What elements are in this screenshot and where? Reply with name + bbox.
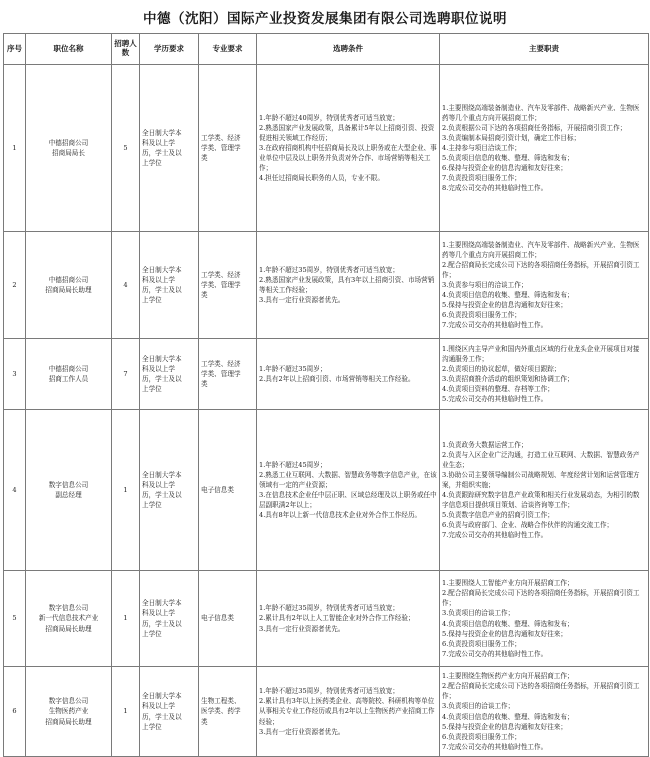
selection-conditions-line: 2.熟悉国家产业发展政策，具备累计5年以上招商引资、投资促进相关领域工作经历； [259,123,435,142]
education-requirement-line: 全日制大学本 [142,470,182,479]
position-name-line: 副总经理 [55,491,82,499]
main-duties-line: 7.完成公司交办的其他临时性工作。 [442,321,548,330]
main-duties-line: 1.主要围绕高端装备制造业、汽车及零部件、战略新兴产业、生物医药等几个重点方向开展招商工作； [442,240,640,259]
row-no: 6 [4,667,26,757]
main-duties-line: 1.主要围绕高端装备制造业、汽车及零部件、战略新兴产业、生物医药等几个重点方向开展招商工作； [442,103,640,122]
main-duties [440,232,649,339]
major-requirement-line: 工学类、经济 [201,359,241,368]
selection-conditions-line: 2.具有2年以上招商引资、市场营销等相关工作经验。 [259,375,415,383]
main-duties [440,339,649,410]
major-requirement [199,65,257,232]
main-duties-line: 4.负责项目信息的收集、整理、筛选和发布； [442,619,574,628]
education-requirement-line: 上学位 [142,159,162,168]
major-requirement [199,410,257,571]
education-requirement [140,667,199,757]
hire-count: 7 [112,339,140,410]
main-duties-line: 2.配合招商局长完成公司下达的各项招商任务指标，开展招商引资工作； [442,682,640,701]
major-requirement-line: 类 [201,380,208,388]
main-duties [440,571,649,667]
main-duties-line: 8.完成公司交办的其他临时性工作。 [442,184,548,193]
header-major: 专业要求 [199,34,257,65]
major-requirement-line: 学类、管理学 [201,143,241,152]
main-duties-line: 6.负责投资项目服务工作； [442,311,521,320]
header-count: 招聘人数 [112,34,140,65]
main-duties-line: 4.负责跟踪研究数字信息产业政策和相关行业发展动态，为相引的数字信息项目提供项目策划、洽谈咨询等工作； [442,491,640,510]
selection-conditions-line: 3.在信息技术企业任中层正职、区域总经理及以上职务或任中层副职满2年以上； [259,491,437,510]
position-name-line: 招商工作人员 [48,375,89,383]
hire-count: 1 [112,571,140,667]
main-duties-line: 4.负责项目信息的收集、整理、筛选和发布； [442,291,574,299]
header-position: 职位名称 [26,34,112,65]
major-requirement-line: 生物工程类、 [201,697,241,706]
position-name-line: 招商局局长助理 [45,624,92,633]
main-duties-line: 2.配合招商局长完成公司下达的各项招商任务指标，开展招商引资工作； [442,589,640,608]
position-name [26,339,112,410]
selection-conditions [257,65,440,232]
selection-conditions-line: 1.年龄不超过35周岁； [259,364,327,373]
education-requirement-line: 科及以上学 [142,138,175,147]
main-duties-line: 3.协助公司主要领导编制公司战略规划、年度经营计划和运营管理方案，并组织实施； [442,470,640,489]
page-title: 中德（沈阳）国际产业投资发展集团有限公司选聘职位说明 [143,11,507,27]
main-duties-line: 3.负责招商推介活动的组织策划和协调工作； [442,375,574,383]
main-duties [440,65,649,232]
position-name-line: 数字信息公司 [48,697,89,706]
main-duties-line: 1.负责政务大数据运营工作； [442,440,528,449]
main-duties-line: 6.负责投资项目服务工作； [442,732,521,741]
education-requirement-line: 历，学士及以 [142,149,182,157]
major-requirement-line: 工学类、经济 [201,133,241,142]
selection-conditions-line: 2.累计具有3年以上医药类企业、高等院校、科研机构等单位从事相关专业工作经历或具有2年以上生物医药产业招商工作经验； [259,697,435,726]
selection-conditions [257,410,440,571]
row-no: 5 [4,571,26,667]
education-requirement-line: 上学位 [142,629,162,638]
main-duties-line: 4.负责项目信息的收集、整理、筛选和发布； [442,712,574,721]
position-name-line: 中德招商公司 [48,138,89,147]
major-requirement-line: 类 [201,291,208,299]
selection-conditions-line: 2.累计具有2年以上人工智能企业对外合作工作经验； [259,614,415,623]
education-requirement-line: 历，学士及以 [142,619,182,628]
major-requirement-line: 医学类、药学 [201,707,241,716]
education-requirement-line: 科及以上学 [142,702,175,711]
education-requirement-line: 上学位 [142,385,162,394]
education-requirement-line: 上学位 [142,296,162,305]
main-duties-line: 5.保持与投资企业的信息沟通和友好往来； [442,629,567,638]
education-requirement-line: 上学位 [142,722,162,731]
table-row [4,667,649,757]
position-name-line: 中德招商公司 [48,275,89,284]
table-row [4,339,649,410]
education-requirement-line: 历，学士及以 [142,712,182,721]
selection-conditions-line: 3.具有一定行业资源者优先。 [259,296,345,305]
education-requirement-line: 全日制大学本 [142,354,182,363]
main-duties-line: 7.负责投资项目服务工作； [442,174,521,183]
hire-count: 4 [112,232,140,339]
major-requirement-line: 学类、管理学 [201,280,241,289]
position-name [26,232,112,339]
main-duties-line: 6.负责与政府部门、企业、战略合作伙伴的沟通交流工作； [442,521,614,530]
main-duties [440,667,649,757]
main-duties-line: 5.完成公司交办的其他临时性工作。 [442,395,548,404]
position-name [26,571,112,667]
row-no: 3 [4,339,26,410]
major-requirement [199,232,257,339]
major-requirement [199,667,257,757]
main-duties [440,410,649,571]
main-duties-line: 1.围绕区内主导产业和国内外重点区域的行业龙头企业开展项目对接沟通服务工作； [442,344,640,363]
header-conditions: 选聘条件 [257,34,440,65]
selection-conditions-line: 3.具有一定行业资源者优先。 [259,727,345,736]
position-name [26,410,112,571]
education-requirement-line: 科及以上学 [142,480,175,489]
position-name [26,667,112,757]
main-duties-line: 6.保持与投资企业的信息沟通和友好往来； [442,164,567,173]
position-name-line: 生物医药产业 [48,707,89,716]
education-requirement-line: 全日制大学本 [142,128,182,137]
position-name-line: 数字信息公司 [48,604,89,613]
education-requirement [140,65,199,232]
main-duties-line: 5.保持与投资企业的信息沟通和友好往来； [442,722,567,731]
education-requirement-line: 全日制大学本 [142,692,182,701]
main-duties-line: 7.完成公司交办的其他临时性工作。 [442,742,548,751]
education-requirement-line: 科及以上学 [142,364,175,373]
major-requirement-line: 电子信息类 [201,614,234,623]
major-requirement-line: 类 [201,717,208,726]
education-requirement [140,339,199,410]
selection-conditions-line: 3.具有一定行业资源者优先。 [259,624,345,633]
position-name-line: 招商局局长助理 [45,717,92,726]
table-row [4,232,649,339]
positions-table [3,33,649,757]
major-requirement-line: 电子信息类 [201,485,234,494]
major-requirement [199,339,257,410]
main-duties-line: 1.主要围绕人工智能产业方向开展招商工作； [442,579,574,588]
main-duties-line: 4.主持参与项目洽谈工作； [442,143,521,152]
main-duties-line: 2.配合招商局长完成公司下达的各项招商任务指标，开展招商引资工作； [442,260,640,279]
main-duties-line: 3.负责项目的洽谈工作； [442,702,515,711]
education-requirement [140,571,199,667]
selection-conditions-line: 1.年龄不超过35周岁，特别优秀者可适当放宽； [259,265,399,274]
main-duties-line: 1.主要围绕生物医药产业方向开展招商工作； [442,672,574,681]
header-duties: 主要职责 [440,34,649,65]
education-requirement-line: 历，学士及以 [142,286,182,294]
main-duties-line: 6.负责投资项目服务工作； [442,639,521,648]
education-requirement-line: 科及以上学 [142,609,175,618]
hire-count: 1 [112,667,140,757]
education-requirement-line: 历，学士及以 [142,491,182,499]
education-requirement-line: 全日制大学本 [142,265,182,274]
main-duties-line: 2.负责与入区企业广泛沟通，打造工业互联网、大数据、智慧政务产业生态； [442,450,640,469]
selection-conditions [257,571,440,667]
education-requirement [140,410,199,571]
table-row [4,65,649,232]
education-requirement [140,232,199,339]
position-name [26,65,112,232]
main-duties-line: 4.负责项目资料的整理、存档等工作； [442,385,554,394]
main-duties-line: 7.完成公司交办的其他临时性工作。 [442,531,548,540]
hire-count: 5 [112,65,140,232]
selection-conditions-line: 4.担任过招商局长职务的人员，专业不限。 [259,174,384,183]
major-requirement-line: 工学类、经济 [201,270,241,279]
position-name-line: 招商局局长 [52,149,85,157]
major-requirement [199,571,257,667]
main-duties-line: 7.完成公司交办的其他临时性工作。 [442,649,548,658]
selection-conditions [257,339,440,410]
selection-conditions-line: 1.年龄不超过40周岁，特别优秀者可适当放宽； [259,113,399,122]
main-duties-line: 3.负责参与项目的洽谈工作； [442,280,528,289]
header-education: 学历要求 [140,34,199,65]
position-name-line: 招商局局长助理 [45,286,92,294]
position-name-line: 新一代信息技术产业 [38,614,99,623]
selection-conditions-line: 2.熟悉国家产业发展政策，具有3年以上招商引资、市场营销等相关工作经验； [259,275,435,294]
major-requirement-line: 类 [201,154,208,162]
main-duties-line: 2.负责项目的协议起草，做好项目跟踪； [442,364,561,373]
table-row [4,410,649,571]
main-duties-line: 5.保持与投资企业的信息沟通和友好往来； [442,301,567,310]
position-name-line: 中德招商公司 [48,364,89,373]
selection-conditions-line: 3.在政府招商机构中任招商局长及以上职务或在大型企业、事业单位中层及以上职务并负责对外合作、市场营销等相关工作； [259,143,437,173]
main-duties-line: 5.负责项目信息的收集、整理、筛选和发布； [442,154,574,162]
table-row [4,571,649,667]
row-no: 1 [4,65,26,232]
selection-conditions-line: 1.年龄不超过45周岁； [259,460,327,469]
main-duties-line: 3.负责项目的洽谈工作； [442,609,515,618]
hire-count: 1 [112,410,140,571]
position-name-line: 数字信息公司 [48,480,89,489]
education-requirement-line: 历，学士及以 [142,375,182,383]
header-no: 序号 [4,34,26,65]
row-no: 2 [4,232,26,339]
education-requirement-line: 上学位 [142,501,162,510]
main-duties-line: 5.负责数字信息产业的招商引资工作； [442,511,554,520]
selection-conditions [257,667,440,757]
selection-conditions [257,232,440,339]
education-requirement-line: 科及以上学 [142,275,175,284]
main-duties-line: 2.负责根据公司下达的各项招商任务指标，开展招商引资工作； [442,123,627,132]
selection-conditions-line: 4.具有8年以上新一代信息技术企业对外合作工作经历。 [259,511,422,520]
main-duties-line: 3.负责编制本局招商引资计划，确定工作目标； [442,133,581,142]
row-no: 4 [4,410,26,571]
table-header-row [4,34,649,65]
selection-conditions-line: 1.年龄不超过35周岁，特别优秀者可适当放宽； [259,687,399,696]
selection-conditions-line: 1.年龄不超过35周岁，特别优秀者可适当放宽； [259,604,399,613]
education-requirement-line: 全日制大学本 [142,599,182,608]
major-requirement-line: 学类、管理学 [201,369,241,378]
selection-conditions-line: 2.熟悉工业互联网、大数据、智慧政务等数字信息产业，在该领域有一定的产业资源； [259,470,437,489]
